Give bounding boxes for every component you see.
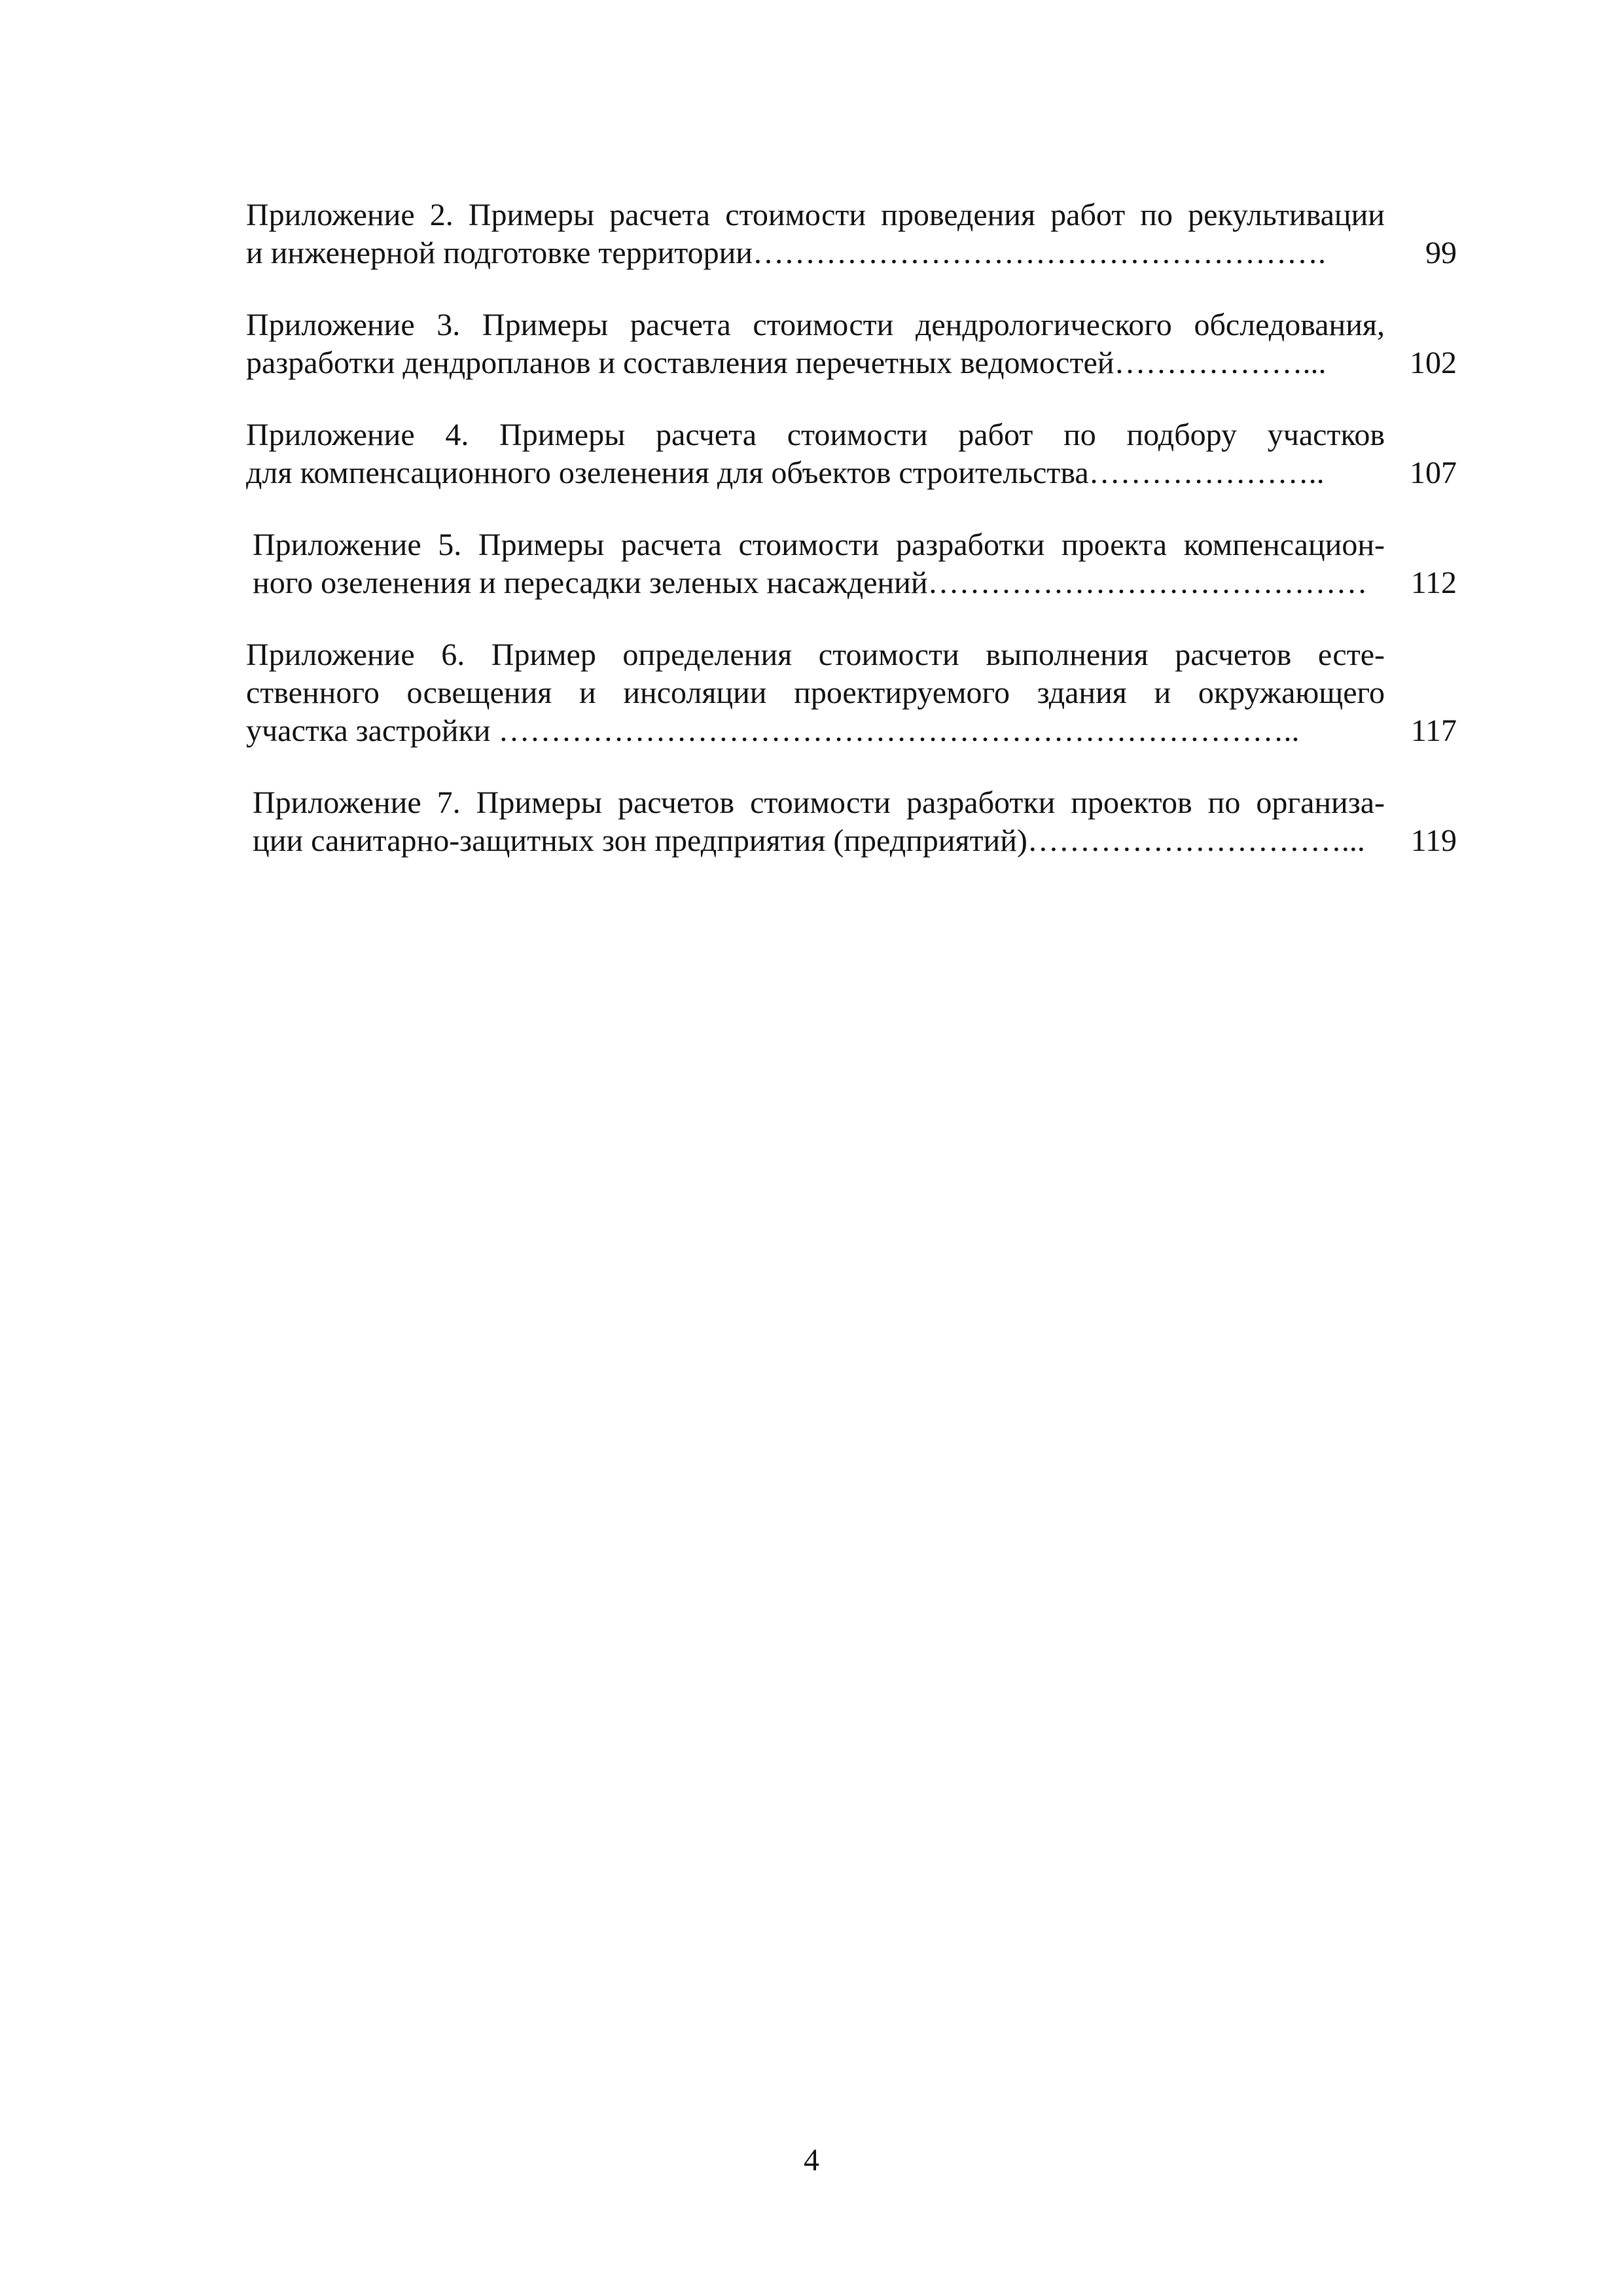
toc-entry-page-number: 112 (1410, 565, 1457, 600)
toc-entry-page-number: 99 (1425, 236, 1457, 270)
toc-entry-line: для компенсационного озеленения для объектов строительства………………….. (246, 456, 1325, 490)
toc-entry-page-number: 119 (1410, 823, 1457, 858)
toc-entry-line: и инженерной подготовке территории………………………………………………. (246, 236, 1326, 270)
toc-entry-page-number: 117 (1410, 713, 1457, 748)
toc-entry-line: ного озеленения и пересадки зеленых насаждений…………………………………… (253, 565, 1368, 600)
toc-entry-line: Приложение 4. Примеры расчета стоимости работ по подбору участков (246, 418, 1385, 452)
toc-entry-appendix-3 (246, 306, 1457, 382)
toc-entry-line: Приложение 6. Пример определения стоимости выполнения расчетов есте- (246, 637, 1385, 672)
toc-entry-appendix-2 (246, 196, 1457, 272)
toc-entry-title (246, 636, 1385, 750)
table-of-contents (246, 196, 1457, 894)
toc-entry-page-number: 102 (1410, 346, 1457, 380)
toc-entry-appendix-6 (246, 636, 1457, 750)
toc-entry-line: Приложение 3. Примеры расчета стоимости дендрологического обследования, (246, 308, 1385, 342)
toc-entry-title (246, 306, 1385, 382)
toc-entry-appendix-5 (246, 526, 1457, 602)
toc-entry-appendix-7 (246, 784, 1457, 860)
toc-entry-line: ции санитарно-защитных зон предприятия (предприятий)…………………………... (253, 823, 1365, 858)
toc-entry-line: Приложение 5. Примеры расчета стоимости разработки проекта компенсацион- (253, 528, 1385, 562)
toc-entry-title (246, 526, 1385, 602)
toc-entry-page-number: 107 (1410, 456, 1457, 490)
toc-entry-line: разработки дендропланов и составления перечетных ведомостей………………... (246, 346, 1327, 380)
toc-entry-title (246, 196, 1385, 272)
toc-entry-title (246, 784, 1385, 860)
page-number: 4 (804, 2143, 819, 2178)
toc-entry-line: ственного освещения и инсоляции проектируемого здания и окружающего (246, 675, 1385, 710)
toc-entry-line: участка застройки ………………………………………………………………….. (246, 713, 1300, 748)
toc-entry-line: Приложение 7. Примеры расчетов стоимости разработки проектов по организа- (253, 785, 1385, 820)
toc-entry-line: Приложение 2. Примеры расчета стоимости проведения работ по рекультивации (246, 198, 1385, 232)
toc-entry-appendix-4 (246, 416, 1457, 492)
toc-entry-title (246, 416, 1385, 492)
